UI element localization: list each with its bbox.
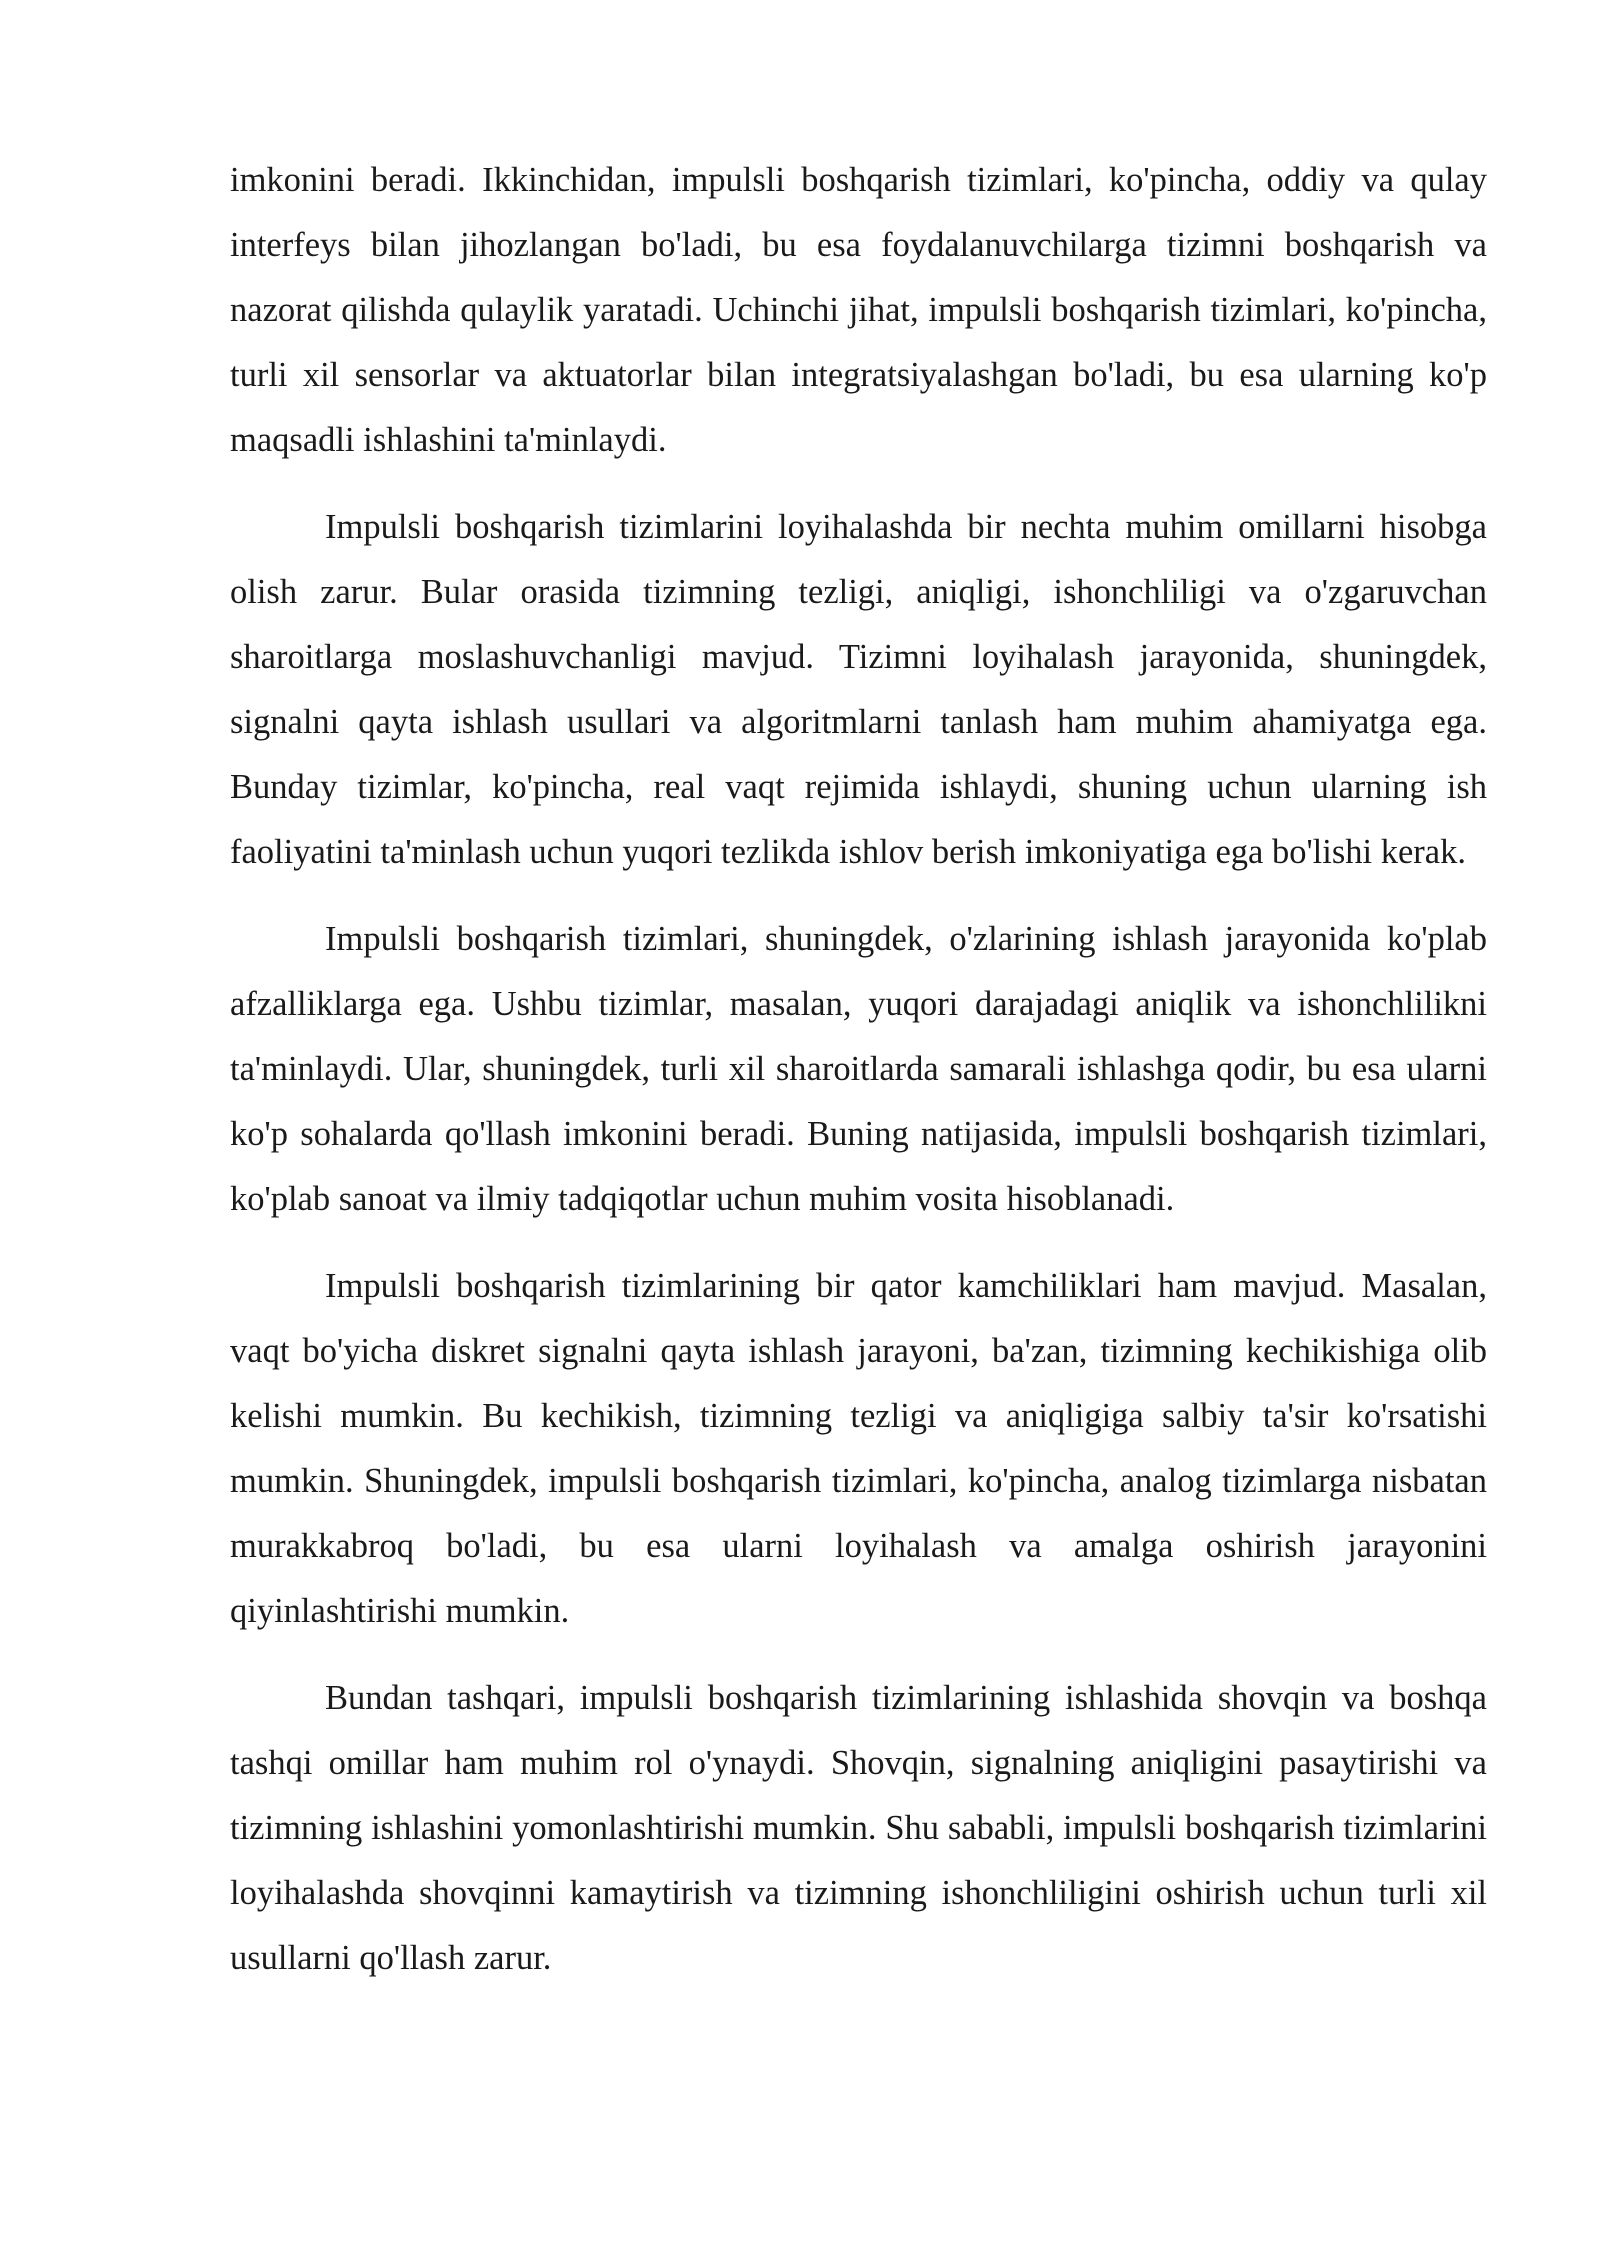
paragraph-advantages: Impulsli boshqarish tizimlari, shuningdek, o'zlarining ishlash jarayonida ko'plab afzalliklarga ega. Ushbu tizimlar, masalan, yuqori darajadagi aniqlik va ishonchlilikni ta'minlaydi. Ular, shuningdek, turli xil sharoitlarda samarali ishlashga qodir, bu esa ularni ko'p sohalarda qo'llash imkonini beradi. Buning natijasida, impulsli boshqarish tizimlari, ko'plab sanoat va ilmiy tadqiqotlar uchun muhim vosita hisoblanadi. <box>230 920 1487 1218</box>
paragraph-continued: imkonini beradi. Ikkinchidan, impulsli boshqarish tizimlari, ko'pincha, oddiy va qulay interfeys bilan jihozlangan bo'ladi, bu esa foydalanuvchilarga tizimni boshqarish va nazorat qilishda qulaylik yaratadi. Uchinchi jihat, impulsli boshqarish tizimlari, ko'pincha, turli xil sensorlar va aktuatorlar bilan integratsiyalashgan bo'ladi, bu esa ularning ko'p maqsadli ishlashini ta'minlaydi. <box>230 161 1487 459</box>
paragraph-design-factors: Impulsli boshqarish tizimlarini loyihalashda bir nechta muhim omillarni hisobga olish zarur. Bular orasida tizimning tezligi, aniqligi, ishonchliligi va o'zgaruvchan sharoitlarga moslashuvchanligi mavjud. Tizimni loyihalash jarayonida, shuningdek, signalni qayta ishlash usullari va algoritmlarni tanlash ham muhim ahamiyatga ega. Bunday tizimlar, ko'pincha, real vaqt rejimida ishlaydi, shuning uchun ularning ish faoliyatini ta'minlash uchun yuqori tezlikda ishlov berish imkoniyatiga ega bo'lishi kerak. <box>230 508 1487 871</box>
document-body <box>230 148 1487 2013</box>
paragraph-disadvantages: Impulsli boshqarish tizimlarining bir qator kamchiliklari ham mavjud. Masalan, vaqt bo'yicha diskret signalni qayta ishlash jarayoni, ba'zan, tizimning kechikishiga olib kelishi mumkin. Bu kechikish, tizimning tezligi va aniqligiga salbiy ta'sir ko'rsatishi mumkin. Shuningdek, impulsli boshqarish tizimlari, ko'pincha, analog tizimlarga nisbatan murakkabroq bo'ladi, bu esa ularni loyihalash va amalga oshirish jarayonini qiyinlashtirishi mumkin. <box>230 1267 1487 1630</box>
paragraph-noise: Bundan tashqari, impulsli boshqarish tizimlarining ishlashida shovqin va boshqa tashqi omillar ham muhim rol o'ynaydi. Shovqin, signalning aniqligini pasaytirishi va tizimning ishlashini yomonlashtirishi mumkin. Shu sababli, impulsli boshqarish tizimlarini loyihalashda shovqinni kamaytirish va tizimning ishonchliligini oshirish uchun turli xil usullarni qo'llash zarur. <box>230 1679 1487 1977</box>
